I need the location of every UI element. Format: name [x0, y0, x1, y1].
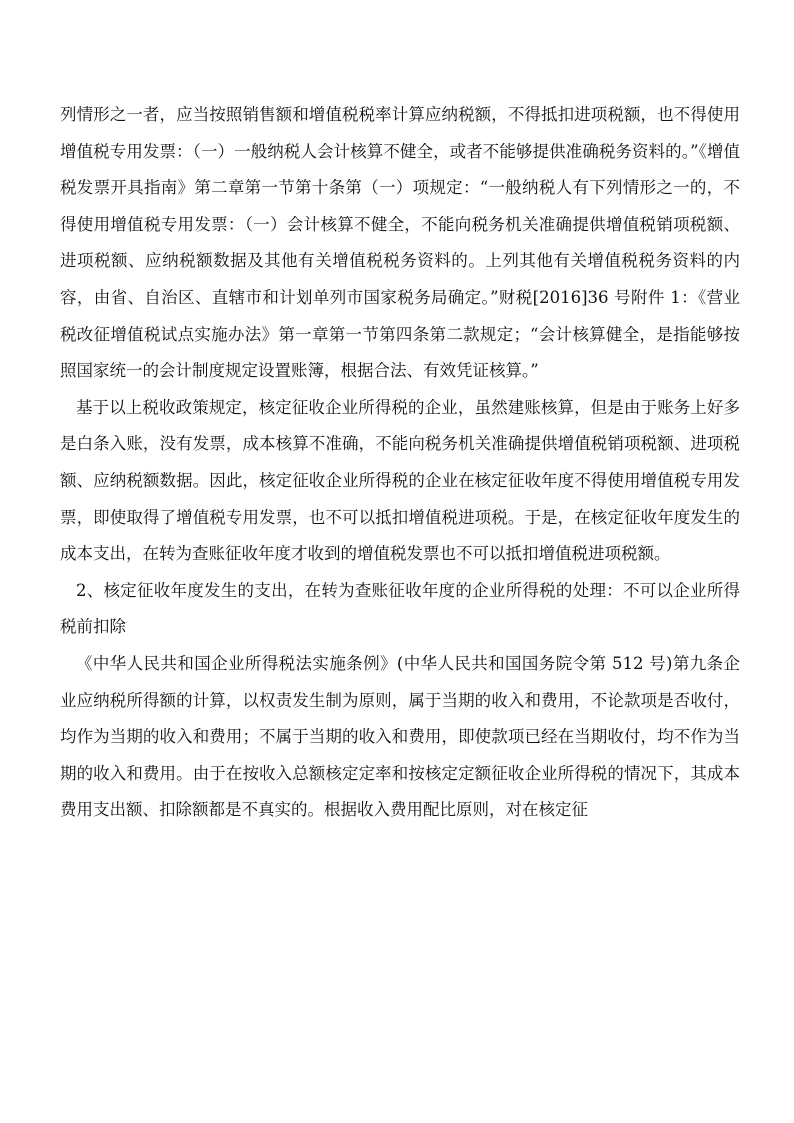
paragraph-policy-analysis: 基于以上税收政策规定，核定征收企业所得税的企业，虽然建账核算，但是由于账务上好多是白条入账，没有发票，成本核算不准确，不能向税务机关准确提供增值税销项税额、进项税额、应纳税额数据。因此，核定征收企业所得税的企业在核定征收年度不得使用增值税专用发票，即使取得了增值税专用发票，也不可以抵扣增值税进项税。于是，在核定征收年度发生的成本支出，在转为查账征收年度才收到的增值税发票也不可以抵扣增值税进项税额。 [60, 397, 740, 564]
paragraph-income-tax-regulation: 《中华人民共和国企业所得税法实施条例》(中华人民共和国国务院令第 512 号)第九条企业应纳税所得额的计算，以权责发生制为原则，属于当期的收入和费用，不论款项是否收付，均作为当期的收入和费用；不属于当期的收入和费用，即使款项已经在当期收付，均不作为当期的收入和费用。由于在按收入总额核定定率和按核定定额征收企业所得税的情况下，其成本费用支出额、扣除额都是不真实的。根据收入费用配比原则，对在核定征 [60, 653, 740, 820]
paragraph-section-heading: 2、核定征收年度发生的支出，在转为查账征收年度的企业所得税的处理：不可以企业所得税前扣除 [60, 580, 740, 637]
document-body [60, 97, 740, 829]
paragraph-tax-regulations: 列情形之一者，应当按照销售额和增值税税率计算应纳税额，不得抵扣进项税额，也不得使用增值税专用发票：（一）一般纳税人会计核算不健全，或者不能够提供准确税务资料的。”《增值税发票开具指南》第二章第一节第十条第（一）项规定：“一般纳税人有下列情形之一的，不得使用增值税专用发票：（一）会计核算不健全，不能向税务机关准确提供增值税销项税额、进项税额、应纳税额数据及其他有关增值税税务资料的。上列其他有关增值税税务资料的内容，由省、自治区、直辖市和计划单列市国家税务局确定。”财税[2016]36 号附件 1：《营业税改征增值税试点实施办法》第一章第一节第四条第二款规定；“会计核算健全，是指能够按照国家统一的会计制度规定设置账簿，根据合法、有效凭证核算。” [60, 105, 740, 381]
